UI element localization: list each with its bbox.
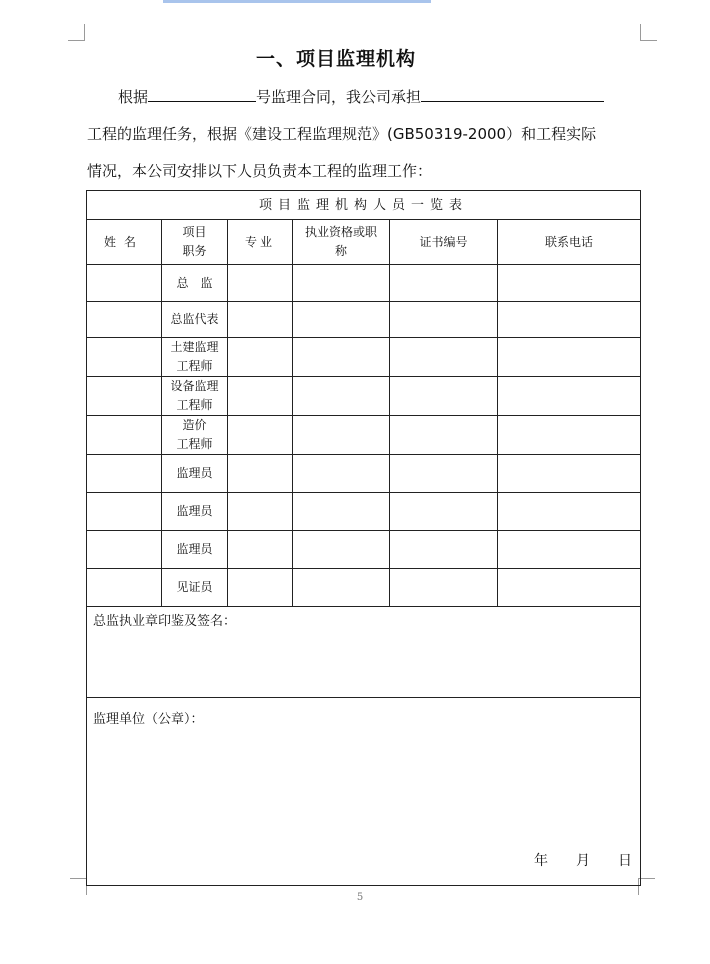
header-qualification [293, 220, 390, 265]
major-cell[interactable] [228, 302, 293, 338]
phone-cell[interactable] [498, 569, 641, 607]
role-cell [162, 338, 228, 377]
header-certificate: 证书编号 [390, 220, 498, 265]
name-cell[interactable] [87, 493, 162, 531]
major-cell[interactable] [228, 338, 293, 377]
table-row [87, 265, 641, 302]
table-row [87, 455, 641, 493]
phone-cell[interactable] [498, 302, 641, 338]
role-cell [162, 377, 228, 416]
role-label-line1: 总 监 [176, 275, 213, 290]
header-role-line2: 职务 [182, 244, 207, 258]
major-cell[interactable] [228, 416, 293, 455]
name-cell[interactable] [87, 569, 162, 607]
intro-text-a: 根据 [118, 88, 149, 106]
phone-cell[interactable] [498, 531, 641, 569]
role-label-line1: 监理员 [176, 504, 213, 518]
role-cell [162, 455, 228, 493]
qualification-cell[interactable] [293, 265, 390, 302]
phone-cell[interactable] [498, 377, 641, 416]
table-row [87, 493, 641, 531]
certificate-cell[interactable] [390, 338, 498, 377]
qualification-cell[interactable] [293, 493, 390, 531]
qualification-cell[interactable] [293, 455, 390, 493]
signature-row [87, 607, 641, 698]
qualification-cell[interactable] [293, 416, 390, 455]
phone-cell[interactable] [498, 416, 641, 455]
name-cell[interactable] [87, 416, 162, 455]
role-label-line1: 土建监理 [170, 340, 219, 354]
intro-line-1 [118, 86, 604, 107]
role-cell [162, 493, 228, 531]
header-role-line1: 项目 [182, 225, 207, 239]
signature-cell[interactable] [87, 607, 641, 698]
table-caption: 项目监理机构人员一览表 [87, 191, 641, 220]
date-line [506, 852, 632, 871]
project-name-blank[interactable] [421, 86, 604, 102]
major-cell[interactable] [228, 531, 293, 569]
corner-mark-top-right [640, 24, 657, 41]
header-name: 姓名 [87, 220, 162, 265]
signature-label: 总监执业章印鉴及签名： [93, 614, 237, 629]
table-row [87, 531, 641, 569]
role-label-line1: 监理员 [176, 542, 213, 556]
role-label-line2: 工程师 [176, 398, 213, 412]
certificate-cell[interactable] [390, 416, 498, 455]
qualification-cell[interactable] [293, 569, 390, 607]
role-cell [162, 302, 228, 338]
table-caption-row [87, 191, 641, 220]
contract-number-blank[interactable] [148, 86, 256, 102]
name-cell[interactable] [87, 265, 162, 302]
role-label-line1: 造价 [182, 418, 207, 432]
header-role [162, 220, 228, 265]
seal-row [87, 698, 641, 886]
qualification-cell[interactable] [293, 531, 390, 569]
header-major: 专业 [228, 220, 293, 265]
major-cell[interactable] [228, 493, 293, 531]
role-cell [162, 416, 228, 455]
top-accent-bar [163, 0, 431, 3]
name-cell[interactable] [87, 531, 162, 569]
name-cell[interactable] [87, 302, 162, 338]
certificate-cell[interactable] [390, 531, 498, 569]
name-cell[interactable] [87, 377, 162, 416]
role-cell [162, 265, 228, 302]
role-cell [162, 569, 228, 607]
table-row [87, 377, 641, 416]
corner-mark-top-left [68, 24, 85, 41]
date-month: 月 [576, 853, 591, 869]
certificate-cell[interactable] [390, 569, 498, 607]
header-phone: 联系电话 [498, 220, 641, 265]
certificate-cell[interactable] [390, 493, 498, 531]
role-label-line2: 工程师 [176, 359, 213, 373]
seal-label: 监理单位（公章）： [93, 712, 204, 727]
name-cell[interactable] [87, 338, 162, 377]
phone-cell[interactable] [498, 455, 641, 493]
certificate-cell[interactable] [390, 377, 498, 416]
qualification-cell[interactable] [293, 338, 390, 377]
page-number: 5 [356, 892, 364, 903]
phone-cell[interactable] [498, 265, 641, 302]
table-row [87, 302, 641, 338]
intro-text-b: 号监理合同，我公司承担 [256, 88, 422, 106]
intro-line-2: 工程的监理任务，根据《建设工程监理规范》(GB50319-2000）和工程实际 [87, 125, 597, 143]
intro-line-3: 情况，本公司安排以下人员负责本工程的监理工作： [87, 162, 433, 180]
qualification-cell[interactable] [293, 302, 390, 338]
role-cell [162, 531, 228, 569]
phone-cell[interactable] [498, 493, 641, 531]
date-day: 日 [618, 853, 633, 869]
table-row [87, 416, 641, 455]
qualification-cell[interactable] [293, 377, 390, 416]
staff-table [86, 190, 641, 886]
role-label-line1: 监理员 [176, 466, 213, 480]
seal-cell[interactable] [87, 698, 641, 886]
certificate-cell[interactable] [390, 265, 498, 302]
role-label-line1: 见证员 [176, 580, 213, 594]
role-label-line2: 工程师 [176, 437, 213, 451]
major-cell[interactable] [228, 455, 293, 493]
table-row [87, 569, 641, 607]
certificate-cell[interactable] [390, 302, 498, 338]
table-header-row [87, 220, 641, 265]
date-year: 年 [534, 853, 549, 869]
major-cell[interactable] [228, 265, 293, 302]
name-cell[interactable] [87, 455, 162, 493]
table-row [87, 338, 641, 377]
major-cell[interactable] [228, 377, 293, 416]
role-label-line1: 设备监理 [170, 379, 219, 393]
role-label-line1: 总监代表 [170, 312, 219, 326]
header-qual-line2: 称 [334, 244, 347, 258]
major-cell[interactable] [228, 569, 293, 607]
certificate-cell[interactable] [390, 455, 498, 493]
phone-cell[interactable] [498, 338, 641, 377]
page-title: 一、项目监理机构 [255, 48, 416, 70]
header-qual-line1: 执业资格或职 [304, 225, 377, 239]
